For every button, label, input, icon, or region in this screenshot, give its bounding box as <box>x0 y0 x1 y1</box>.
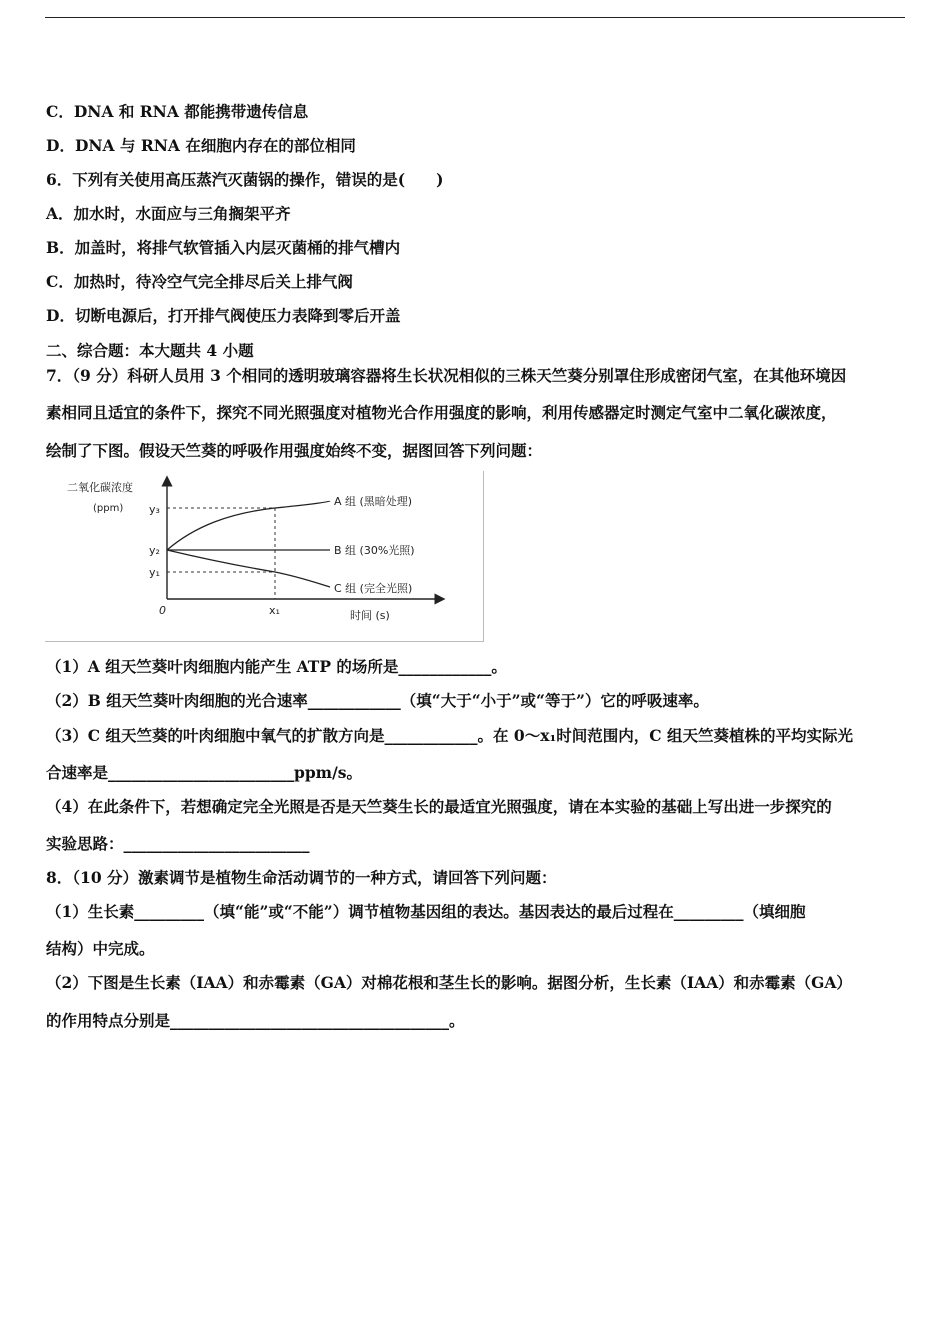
co2-graph <box>45 471 483 641</box>
question-7-part-2: （2）B 组天竺葵叶肉细胞的光合速率____________（填“大于“小于”或“等于”）它的呼吸速率。 <box>46 691 709 710</box>
question-7-line-1: 7．（9 分）科研人员用 3 个相同的透明玻璃容器将生长状况相似的三株天竺葵分别罩住形成密闭气室，在其他环境因 <box>46 366 847 385</box>
x-axis-label: 时间 (s) <box>350 609 390 622</box>
question-7-part-3-line-1: （3）C 组天竺葵的叶肉细胞中氧气的扩散方向是____________。在 0～x₁时间范围内，C 组天竺葵植株的平均实际光 <box>46 726 853 745</box>
question-7-line-2: 素相同且适宜的条件下，探究不同光照强度对植物光合作用强度的影响，利用传感器定时测定气室中二氧化碳浓度， <box>46 403 837 422</box>
question-7-part-4-line-1: （4）在此条件下，若想确定完全光照是否是天竺葵生长的最适宜光照强度，请在本实验的基础上写出进一步探究的 <box>46 797 832 816</box>
co2-concentration-figure <box>45 471 484 642</box>
option-6d: D．切断电源后，打开排气阀使压力表降到零后开盖 <box>46 306 401 325</box>
header-rule <box>45 17 905 18</box>
section-heading: 二、综合题：本大题共 4 小题 <box>46 341 254 360</box>
question-6-stem: 6．下列有关使用高压蒸汽灭菌锅的操作，错误的是( ) <box>46 170 444 189</box>
question-7-part-4-line-2: 实验思路：________________________ <box>46 834 310 853</box>
series-c-label: C 组 (完全光照) <box>334 582 413 595</box>
option-5c: C．DNA 和 RNA 都能携带遗传信息 <box>46 102 309 121</box>
origin-label: 0 <box>159 604 166 617</box>
series-a-label: A 组 (黑暗处理) <box>334 495 413 508</box>
y3-tick: y₃ <box>149 503 160 516</box>
y-axis-label-2: (ppm) <box>93 503 124 514</box>
y2-tick: y₂ <box>149 544 160 557</box>
option-6c: C．加热时，待冷空气完全排尽后关上排气阀 <box>46 272 353 291</box>
question-8-stem: 8．（10 分）激素调节是植物生命活动调节的一种方式，请回答下列问题： <box>46 868 557 887</box>
curve-c <box>167 550 330 587</box>
question-7-line-3: 绘制了下图。假设天竺葵的呼吸作用强度始终不变，据图回答下列问题： <box>46 441 543 460</box>
option-6a: A．加水时，水面应与三角搁架平齐 <box>46 204 291 223</box>
series-b-label: B 组 (30%光照) <box>334 544 415 557</box>
question-8-part-1-line-2: 结构）中完成。 <box>46 939 155 958</box>
question-8-part-1-line-1: （1）生长素_________（填“能”或“不能”）调节植物基因组的表达。基因表达的最后过程在_________（填细胞 <box>46 902 806 921</box>
question-8-part-2-line-2: 的作用特点分别是____________________________________。 <box>46 1011 465 1030</box>
x1-tick: x₁ <box>269 604 280 617</box>
question-8-part-2-line-1: （2）下图是生长素（IAA）和赤霉素（GA）对棉花根和茎生长的影响。据图分析，生长素（IAA）和赤霉素（GA） <box>46 973 852 992</box>
option-5d: D．DNA 与 RNA 在细胞内存在的部位相同 <box>46 136 356 155</box>
y-axis-label-1: 二氧化碳浓度 <box>67 481 133 494</box>
option-6b: B．加盖时，将排气软管插入内层灭菌桶的排气槽内 <box>46 238 401 257</box>
question-7-part-1: （1）A 组天竺葵叶肉细胞内能产生 ATP 的场所是____________。 <box>46 657 507 676</box>
y1-tick: y₁ <box>149 566 160 579</box>
question-7-part-3-line-2: 合速率是________________________ppm/s。 <box>46 763 362 782</box>
